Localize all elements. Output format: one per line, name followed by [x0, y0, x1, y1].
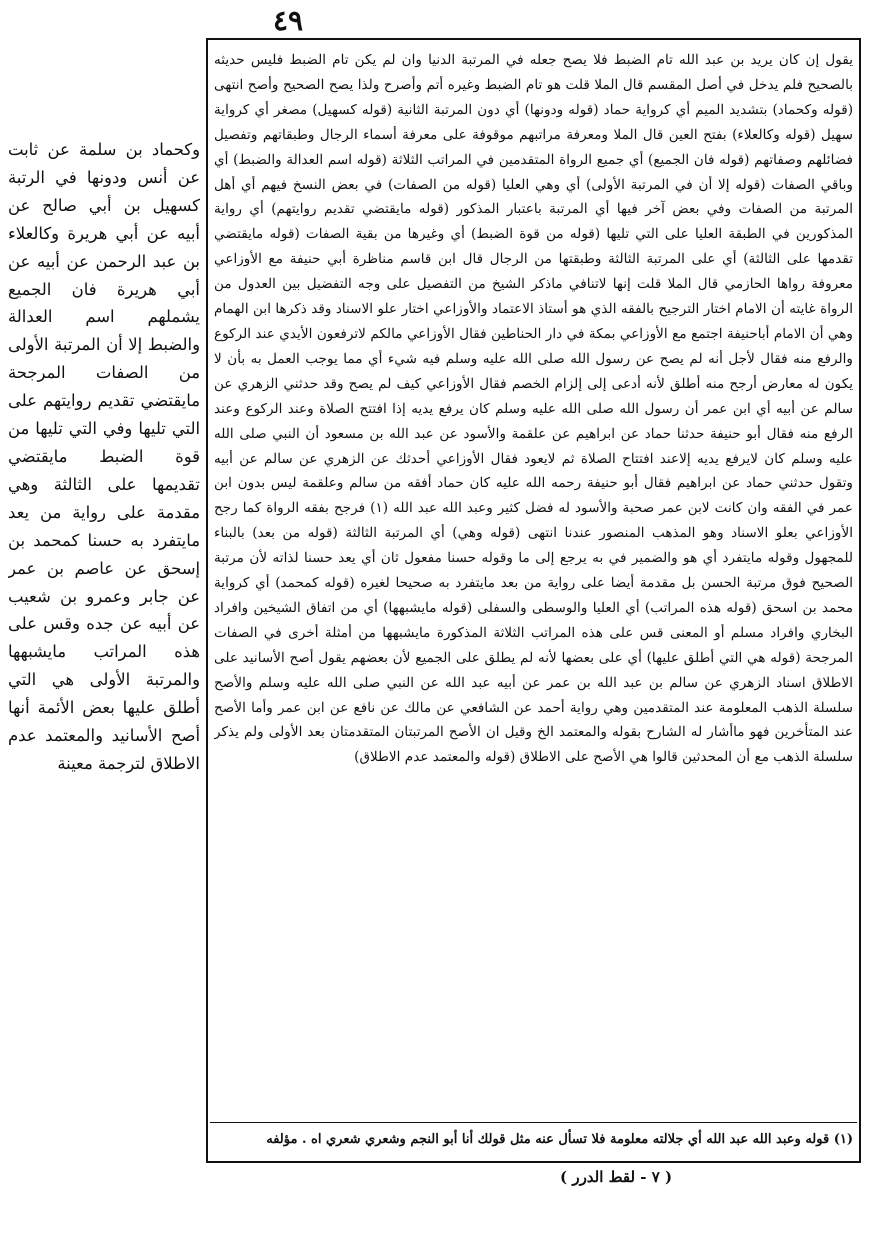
footnote-divider: [210, 1122, 857, 1123]
commentary-text: يقول إن كان يريد بن عبد الله تام الضبط فلا يصح جعله في المرتبة الدنيا وان لم يكن تام الضبط فليس حديثه بالصحيح فلم يدخل في أصل المقسم قال الملا قلت هو تام الضبط وغيره أتم وأصرح ولذا يصح الصحيح وأصح انتهى (قوله وكحماد) بتشديد الميم أي كرواية حماد (قوله ودونها) أي دون المرتبة الثانية (قوله كسهيل) مصغر أي كرواية سهيل (قوله وكالعلاء) بفتح العين قال الملا ومعرفة مراتبهم موقوفة على معرفة أسماء الرجال وطبقاتهم وتفصيل فضائلهم وصفاتهم (قوله فان الجميع) أي جميع الرواة المتقدمين في المراتب الثلاثة (قوله اسم العدالة والضبط) أي وباقي الصفات (قوله إلا أن في المرتبة الأولى) أي وهي العليا (قوله من الصفات) في بعض النسخ فيهم أي أهل المرتبة من الصفات وفي بعض آخر فيها أي المرتبة باعتبار المذكور (قوله مايقتضي تقديم روايتهم) أي رواية المذكورين في الطبقة العليا على التي تليها (قوله من قوة الضبط) أي وغيرها من بقية الصفات (قوله مايقتضي تقدمها على الثالثة) أي على المرتبة الثالثة وطبقتها من الرجال قال ابن قاسم مناظرة أبي حنيفة مع الأوزاعي معروفة رواها الحازمي قال الملا قلت إنها لاتنافي ماذكر الشيخ من التفصيل على وجه التفضيل بين العدول من الرواة غايته أن الامام اختار الترجيح بالفقه الذي هو أستاذ الاعتماد والأوزاعي اختار علو الاسناد وقد ذكرها ابن الهمام وهي أن الامام أباحنيفة اجتمع مع الأوزاعي بمكة في دار الحناطين فقال الأوزاعي مالكم لاترفعون الأيدي عند الركوع والرفع منه فقال لأجل أنه لم يصح عن رسول الله صلى الله عليه وسلم فيه شيء أي مما يوجب العمل به بأن لا يكون له معارض أرجح منه أطلق لأنه أدعى إلى إلزام الخصم فقال الأوزاعي كيف لم يصح وقد حدثني الزهري عن سالم عن أبيه أي ابن عمر أن رسول الله صلى الله عليه وسلم كان يرفع يديه إذا افتتح الصلاة وعند الركوع وعند الرفع منه فقال أبو حنيفة حدثنا حماد عن ابراهيم عن علقمة والأسود عن عبد الله بن مسعود أن النبي صلى الله عليه وسلم كان لايرفع يديه إلاعند افتتاح الصلاة ثم لايعود فقال الأوزاعي أحدثك عن الزهري عن سالم عن أبيه وتقول حدثني حماد عن ابراهيم فقال أبو حنيفة رحمه الله عليه كان حماد أفقه من سالم وعلقمة ليس بدون ابن عمر في الفقه وان كانت لابن عمر صحبة والأسود له فضل كثير وعبد الله عبد الله (١) فرجح بفقه الرواة كما رجح الأوزاعي بعلو الاسناد وهو المذهب المنصور عندنا انتهى (قوله وهي) أي المرتبة الثالثة (قوله من بعد) بالبناء للمجهول وقوله مايتفرد أي هو والضمير في به يرجع إلى ما وقوله حسنا مفعول ثان أي يعد حسنا لذاته لأن مرتبة الصحيح فوق مرتبة الحسن بل مقدمة أيضا على رواية من بعد مايتفرد به صحيحا لغيره (قوله كمحمد) أي كرواية محمد بن اسحق (قوله هذه المراتب) أي العليا والوسطى والسفلى (قوله مايشبهها) أي من اتفاق الشيخين وافراد البخاري وافراد مسلم أو المعنى قس على هذه المراتب الثلاثة المذكورة مايشبهها من أمثلة أخرى في الصفات المرجحة (قوله هي التي أطلق عليها) أي على بعضها لأنه لم يطلق على الجميع لأن بعضهم يقول أصح الأسانيد على الاطلاق اسناد الزهري عن سالم بن عبد الله بن عمر عن أبيه عبد الله عن النبي صلى الله عليه وسلم والأصح سلسلة الذهب المعلومة عند المتقدمين وهي رواية أحمد عن الشافعي عن مالك عن نافع عن ابن عمر وأما الأصح عند المتأخرين فهو ماأشار له الشارح بقوله والمعتمد الخ وقيل ان الأصح المرتبتان المتقدمتان بعد الأولى ولم يذكر سلسلة الذهب مع أن المحدثين قالوا هي الأصح على الاطلاق (قوله والمعتمد عدم الاطلاق): [214, 52, 853, 766]
page-number: ٤٩: [272, 4, 304, 37]
margin-matn-text: وكحماد بن سلمة عن ثابت عن أنس ودونها في الرتبة كسهيل بن أبي صالح عن أبيه عن أبي هريرة وكالعلاء بن عبد الرحمن عن أبيه عن أبي هريرة فان الجميع يشملهم اسم العدالة والضبط إلا أن المرتبة الأولى من الصفات المرجحة مايقتضي تقديم روايتهم على التي تليها وفي التي تليها من قوة الضبط مايقتضي تقديمها على الثالثة وهي مقدمة على رواية من يعد مايتفرد به حسنا كمحمد بن إسحق عن عاصم بن عمر عن جابر وعمرو بن شعيب عن أبيه عن جده وقس على هذه المراتب مايشبهها والمرتبة الأولى هي التي أطلق عليها بعض الأئمة أنها أصح الأسانيد والمعتمد عدم الاطلاق لترجمة معينة: [8, 140, 200, 773]
commentary-frame: [206, 38, 861, 1163]
printer-signature: ( ٧ - لقط الدرر ): [560, 1168, 673, 1186]
footnote: (١) قوله وعبد الله عبد الله أي جلالته معلومة فلا تسأل عنه مثل قولك أنا أبو النجم وشعري شعري اه . مؤلفه: [266, 1132, 853, 1147]
